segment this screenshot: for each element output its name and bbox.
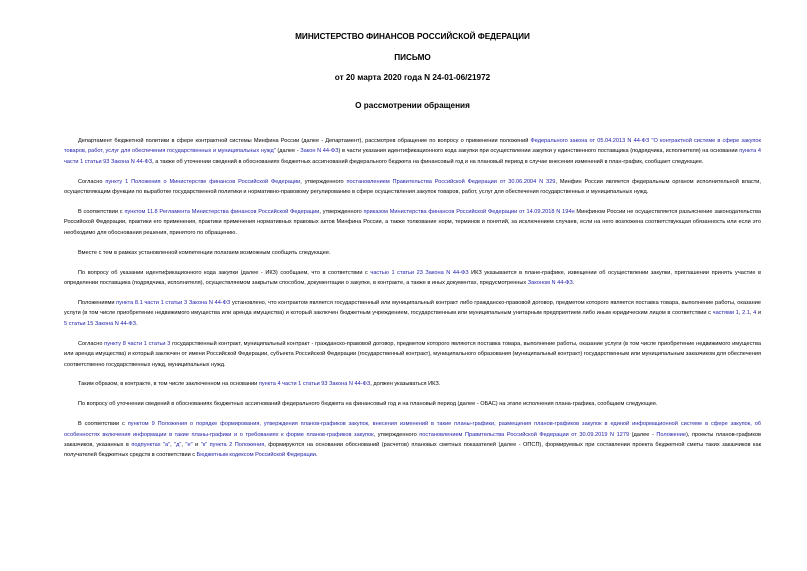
document-type: ПИСЬМО bbox=[394, 53, 431, 62]
paragraph bbox=[64, 339, 761, 370]
document-link[interactable]: пункта 8.1 части 1 статьи 3 Закона N 44-ФЗ bbox=[116, 299, 231, 306]
paragraph-text: , bbox=[749, 310, 754, 317]
paragraph-text: , должен указываться ИКЗ. bbox=[370, 381, 441, 388]
document-link[interactable]: приказом Министерства финансов Российской Федерации от 14.09.2018 N 194н bbox=[363, 209, 575, 216]
document-link[interactable]: "е" bbox=[185, 442, 193, 449]
paragraph-text: Согласно bbox=[78, 178, 106, 185]
paragraph bbox=[64, 399, 761, 409]
paragraph-text: . bbox=[315, 452, 318, 459]
document-link[interactable]: Закон N 44-ФЗ bbox=[300, 148, 339, 155]
document-header bbox=[64, 32, 761, 111]
paragraph-text: . bbox=[136, 320, 138, 327]
document-link[interactable]: Бюджетным кодексом Российской Федерации bbox=[196, 452, 316, 459]
paragraph-text: По вопросу об указании идентификационного кода закупки (далее - ИКЗ) сообщаем, что в соответствии с bbox=[78, 269, 371, 276]
paragraph bbox=[64, 379, 761, 389]
document-link[interactable]: Законом N 44-ФЗ bbox=[527, 280, 573, 287]
paragraph-text: (далее - bbox=[629, 431, 657, 438]
paragraph bbox=[64, 419, 761, 461]
paragraph bbox=[64, 298, 761, 329]
paragraph-text: В соответствии с bbox=[78, 421, 128, 428]
paragraph-text: , утвержденного bbox=[319, 209, 364, 216]
paragraph-text: , утвержденного bbox=[300, 178, 347, 185]
paragraph-text: ) в части указания идентификационного кода закупки при осуществлении закупки у единственного поставщика (подрядчика, исполнителя) на основании bbox=[338, 148, 740, 155]
paragraph-text: , bbox=[170, 442, 175, 449]
paragraph-text: Положениями bbox=[78, 299, 117, 306]
paragraph-text: (далее - bbox=[275, 148, 301, 155]
paragraph-text: и bbox=[192, 442, 201, 449]
paragraph bbox=[64, 136, 761, 167]
document-body bbox=[64, 136, 761, 461]
paragraph-text: Согласно bbox=[78, 340, 105, 347]
paragraph-text: , а также об уточнении сведений в обоснованиях бюджетных ассигнований федерального бюджета на финансовый год и на плановый период в случае внесения изменений в план-график, сообщает следующее. bbox=[152, 158, 704, 165]
paragraph-text: , формируются на основании обоснований (расчетов) плановых сметных показателей (далее - ОПСП), формируемых при составлении проекта бюджетной сметы таких заказчиков как получателей бюджетных средств в соответствии с bbox=[64, 442, 762, 459]
paragraph-text: . bbox=[572, 280, 575, 287]
paragraph-text: ), проекты планов-графиков заказчиков, указанных в bbox=[64, 431, 761, 449]
paragraph-text: Минфином России не осуществляется разъяснение законодательства Российской Федерации, практики его применения, практики применения нормативных правовых актов Минфина России, а также толкование норм, терминов и понятий, за исключением случаев, если на него возложена соответствующая обязанность или если это необходимо для обоснования решения, принятого по обращению. bbox=[64, 209, 761, 236]
paragraph-text: установлено, что контрактом является государственный или муниципальный контракт либо гражданско-правовой договор, предметом которого является поставка товара, выполнение работы, оказание услуги (в том числе приобретение недвижимого имущества или аренда имущества) и который заключен бюджетным учреждением, государственным или муниципальным унитарным предприятием либо иным юридическим лицом в соответствии с bbox=[64, 299, 761, 317]
document-subject: О рассмотрении обращения bbox=[355, 101, 470, 110]
paragraph-text: Вместе с тем в рамках установленной компетенции полагаем возможным сообщить следующее. bbox=[78, 249, 331, 256]
paragraph bbox=[64, 177, 761, 198]
paragraph-text: , bbox=[181, 442, 186, 449]
ministry-title: МИНИСТЕРСТВО ФИНАНСОВ РОССИЙСКОЙ ФЕДЕРАЦИИ bbox=[295, 32, 530, 41]
document-link[interactable]: 4 bbox=[753, 310, 757, 317]
paragraph-text: , bbox=[738, 310, 743, 317]
document-link[interactable]: пункта 4 части 1 статьи 93 Закона N 44-ФЗ bbox=[258, 381, 371, 388]
document-link[interactable]: Федерального закона от 05.04.2013 N 44-ФЗ "О контрактной системе в сфере закупок товаров, работ, услуг для обеспечения государственных и муниципальных нужд" bbox=[64, 138, 761, 155]
document-link[interactable]: постановлением Правительства Российской Федерации от 30.09.2019 N 1279 bbox=[419, 431, 630, 438]
document-link[interactable]: подпунктах "а" bbox=[131, 442, 171, 449]
document-link[interactable]: Положение bbox=[656, 431, 686, 438]
paragraph-text: государственный контракт, муниципальный контракт - гражданско-правовой договор, предметом которого являются поставка товара, выполнение работы, оказание услуги (в том числе приобретение недвижимого имущества или аренда имущества) и который заключен от имени Российской Федерации, субъекта Российской Федерации (государственный контракт), муниципального образования (муниципальный контракт) государственным или муниципальным заказчиком для обеспечения соответственно государственных нужд, муниципальных нужд. bbox=[64, 340, 762, 368]
document-link[interactable]: пунктом 11.8 Регламента Министерства финансов Российской Федерации bbox=[124, 209, 320, 216]
document-date: от 20 марта 2020 года N 24-01-06/21972 bbox=[334, 73, 491, 82]
document-link[interactable]: пункту 1 Положения о Министерстве финансов Российской Федерации bbox=[105, 178, 301, 185]
paragraph-text: , Минфин России является федеральным органом исполнительной власти, осуществляющим функции по выработке государственной политики и нормативно-правовому регулированию в сфере осуществления закупок товаров, работ, услуг для обеспечения государственных и муниципальных нужд. bbox=[64, 178, 761, 196]
document-link[interactable]: пунктом 9 Положения о порядке формирования, утверждения планов-графиков закупок, внесения изменений в такие планы-графики, размещения планов-графиков закупок в единой информационной системе в сфере закупок, об особенностях включения информации в такие планы-графики и о требованиях к форме планов-графиков закупок bbox=[64, 421, 762, 438]
document-link[interactable]: 5 статьи 15 Закона N 44-ФЗ bbox=[64, 320, 137, 327]
document-link[interactable]: пункту 8 части 1 статьи 3 bbox=[104, 340, 171, 347]
paragraph bbox=[64, 268, 761, 289]
paragraph-text: ИКЗ указывается в плане-графике, извещении об осуществлении закупки, приглашении принять участие в определении поставщика (подрядчика, исполнителя), осуществляемом закрытым способом, документации о закупке, в контракте, а также в иных документах, предусмотренных bbox=[64, 269, 761, 287]
document-link[interactable]: "д" bbox=[174, 442, 182, 449]
paragraph-text: По вопросу об уточнении сведений в обоснованиях бюджетных ассигнований федерального бюджета на финансовый год и на плановый период (далее - ОБАС) на этапе исполнения плана-графика, сообщаем следующее. bbox=[78, 401, 658, 408]
document-link[interactable]: 2.1 bbox=[742, 310, 750, 317]
document-link[interactable]: постановлением Правительства Российской Федерации от 30.06.2004 N 329 bbox=[346, 178, 556, 185]
paragraph-text: и bbox=[756, 310, 762, 317]
document-link[interactable]: пункта 4 части 1 статьи 93 Закона N 44-ФЗ bbox=[64, 148, 761, 165]
paragraph bbox=[64, 207, 761, 238]
paragraph-text: В соответствии с bbox=[78, 209, 125, 216]
paragraph-text: Таким образом, в контракте, в том числе заключенном на основании bbox=[78, 381, 259, 388]
document-link[interactable]: частями 1 bbox=[712, 310, 739, 317]
document-link[interactable]: "к" пункта 2 Положения bbox=[200, 442, 265, 449]
paragraph bbox=[64, 248, 761, 258]
paragraph-text: Департамент бюджетной политики в сфере контрактной системы Минфина России (далее - Департамент), рассмотрев обращение по вопросу о применении положений bbox=[78, 138, 531, 144]
paragraph-text: , утвержденного bbox=[373, 431, 420, 438]
document-link[interactable]: частью 1 статьи 23 Закона N 44-ФЗ bbox=[370, 269, 469, 276]
